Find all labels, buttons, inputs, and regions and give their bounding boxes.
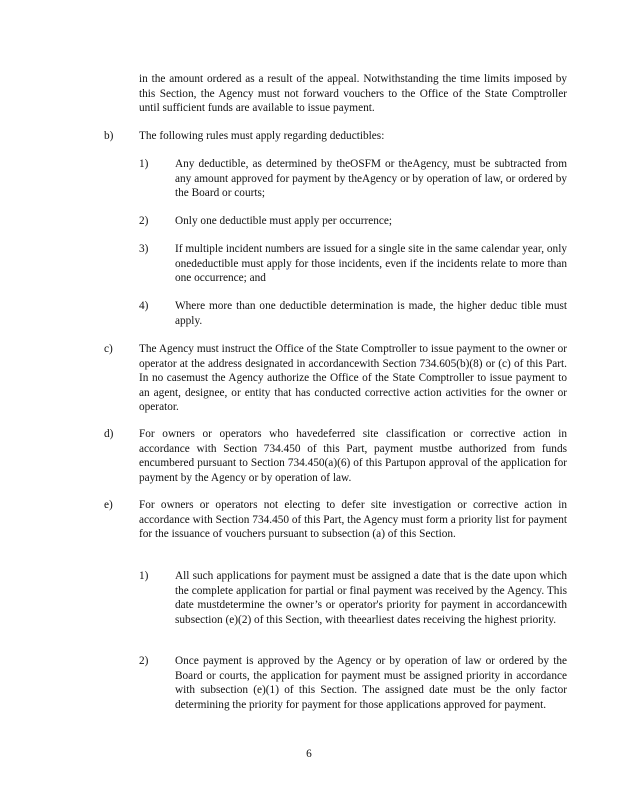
page-number: 6 <box>306 748 312 760</box>
section-label-b: b) <box>104 130 114 142</box>
section-b-item-1-text: Any deductible, as determined by theOSFM or theAgency, must be subtracted from any amount approved for payment by theAgency or by operation of law, or ordered by the Board or courts; <box>175 158 567 200</box>
section-b-item-2-label: 2) <box>139 215 149 227</box>
intro-paragraph: in the amount ordered as a result of the appeal. Notwithstanding the time limits imposed by this Section, the Agency must not forward vouchers to the Office of the State Comptroller until sufficient funds are available to issue payment. <box>139 73 567 115</box>
section-e-item-2-text: Once payment is approved by the Agency or by operation of law or ordered by the Board or courts, the application for payment must be assigned priority in accordance with subsection (e)(1) of this Section. The assigned date must be the only factor determining the priority for payment for those applications approved for payment. <box>175 655 567 711</box>
section-b-item-3-text: If multiple incident numbers are issued for a single site in the same calendar year, only onedeductible must apply for those incidents, even if the incidents relate to more than one occurrence; and <box>175 243 567 285</box>
section-d-text: For owners or operators who havedeferred site classification or corrective action in accordance with Section 734.450 of this Part, payment mustbe authorized from funds encumbered pursuant to Section 734.450(a)(6) of this Partupon approval of the application for payment by the Agency or by operation of law. <box>139 428 567 484</box>
section-label-d: d) <box>104 428 114 440</box>
section-e-item-1-label: 1) <box>139 570 149 582</box>
section-b-item-1-label: 1) <box>139 158 149 170</box>
section-label-c: c) <box>104 343 113 355</box>
section-e-text: For owners or operators not electing to defer site investigation or corrective action in accordance with Section 734.450 of this Part, the Agency must form a priority list for payment for the issuance of vouchers pursuant to subsection (a) of this Section. <box>139 499 567 541</box>
section-c-text: The Agency must instruct the Office of the State Comptroller to issue payment to the owner or operator at the address designated in accordancewith Section 734.605(b)(8) or (c) of this Part. In no casemust the Agency authorize the Office of the State Comptroller to issue payment to an agent, designee, or entity that has conducted corrective action activities for the owner or operator. <box>139 343 567 414</box>
section-b-item-4-text: Where more than one deductible determination is made, the higher deduc tible must apply. <box>175 300 567 327</box>
section-b-item-4-label: 4) <box>139 300 149 312</box>
section-b-text: The following rules must apply regarding deductibles: <box>139 130 385 142</box>
section-b-item-3-label: 3) <box>139 243 149 255</box>
section-label-e: e) <box>104 499 113 511</box>
section-e-item-1-text: All such applications for payment must be assigned a date that is the date upon which the complete application for partial or final payment was received by the Agency. This date mustdetermine the owner’s or operator's priority for payment in accordancewith subsection (e)(2) of this Section, with theearliest dates receiving the highest priority. <box>175 570 567 626</box>
section-e-item-2-label: 2) <box>139 655 149 667</box>
section-b-item-2-text: Only one deductible must apply per occurrence; <box>175 215 393 227</box>
